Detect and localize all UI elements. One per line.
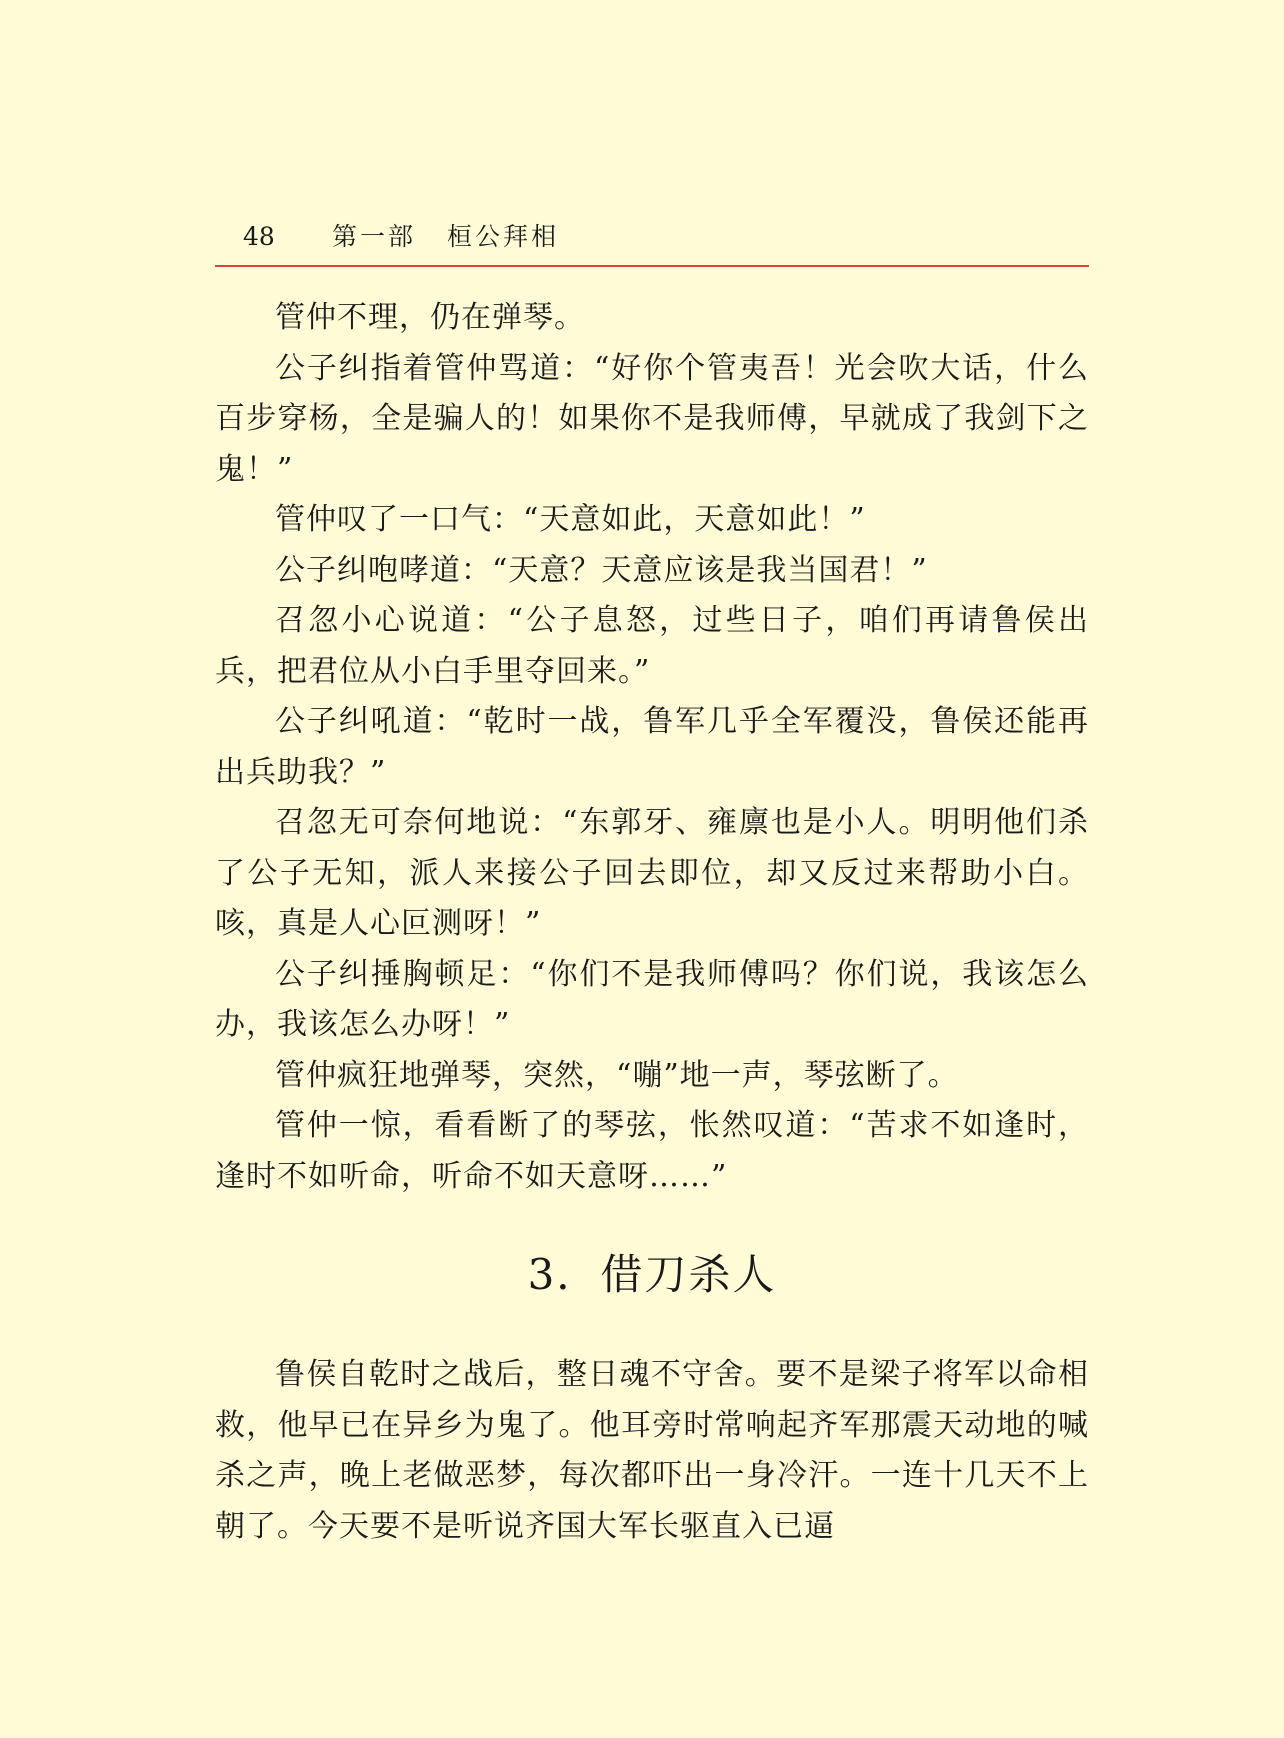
paragraph: 管仲不理，仍在弹琴。 [275, 300, 585, 335]
paragraph: 管仲疯狂地弹琴，突然，“嘣”地一声，琴弦断了。 [275, 1057, 959, 1093]
paragraph: 召忽小心说道：“公子息怒，过些日子，咱们再请鲁侯出兵，把君位从小白手里夺回来。” [215, 603, 1089, 689]
paragraph: 公子纠咆哮道：“天意？天意应该是我当国君！” [275, 552, 928, 588]
body-text [215, 293, 1089, 1202]
paragraph: 公子纠吼道：“乾时一战，鲁军几乎全军覆没，鲁侯还能再出兵助我？” [215, 704, 1089, 790]
header-rule [215, 265, 1089, 267]
part-label: 第一部 [332, 222, 417, 251]
page-number: 48 [243, 222, 275, 251]
paragraph: 召忽无可奈何地说：“东郭牙、雍廪也是小人。明明他们杀了公子无知，派人来接公子回去即位，却又反过来帮助小白。咳，真是人心叵测呀！” [215, 805, 1089, 941]
paragraph: 管仲一惊，看看断了的琴弦，怅然叹道：“苦求不如逢时，逢时不如听命，听命不如天意呀……” [215, 1108, 1089, 1194]
running-header [215, 220, 1089, 254]
paragraph: 鲁侯自乾时之战后，整日魂不守舍。要不是梁子将军以命相救，他早已在异乡为鬼了。他耳旁时常响起齐军那震天动地的喊杀之声，晚上老做恶梦，每次都吓出一身冷汗。一连十几天不上朝了。今天要不是听说齐国大军长驱直入已逼 [215, 1357, 1089, 1544]
part-title: 桓公拜相 [447, 222, 560, 251]
section-heading: 3．借刀杀人 [527, 1250, 777, 1299]
paragraph: 公子纠指着管仲骂道：“好你个管夷吾！光会吹大话，什么百步穿杨，全是骗人的！如果你不是我师傅，早就成了我剑下之鬼！” [215, 350, 1089, 487]
paragraph: 管仲叹了一口气：“天意如此，天意如此！” [275, 502, 866, 537]
paragraph: 公子纠捶胸顿足：“你们不是我师傅吗？你们说，我该怎么办，我该怎么办呀！” [215, 956, 1089, 1042]
section-body-text [215, 1350, 1089, 1552]
